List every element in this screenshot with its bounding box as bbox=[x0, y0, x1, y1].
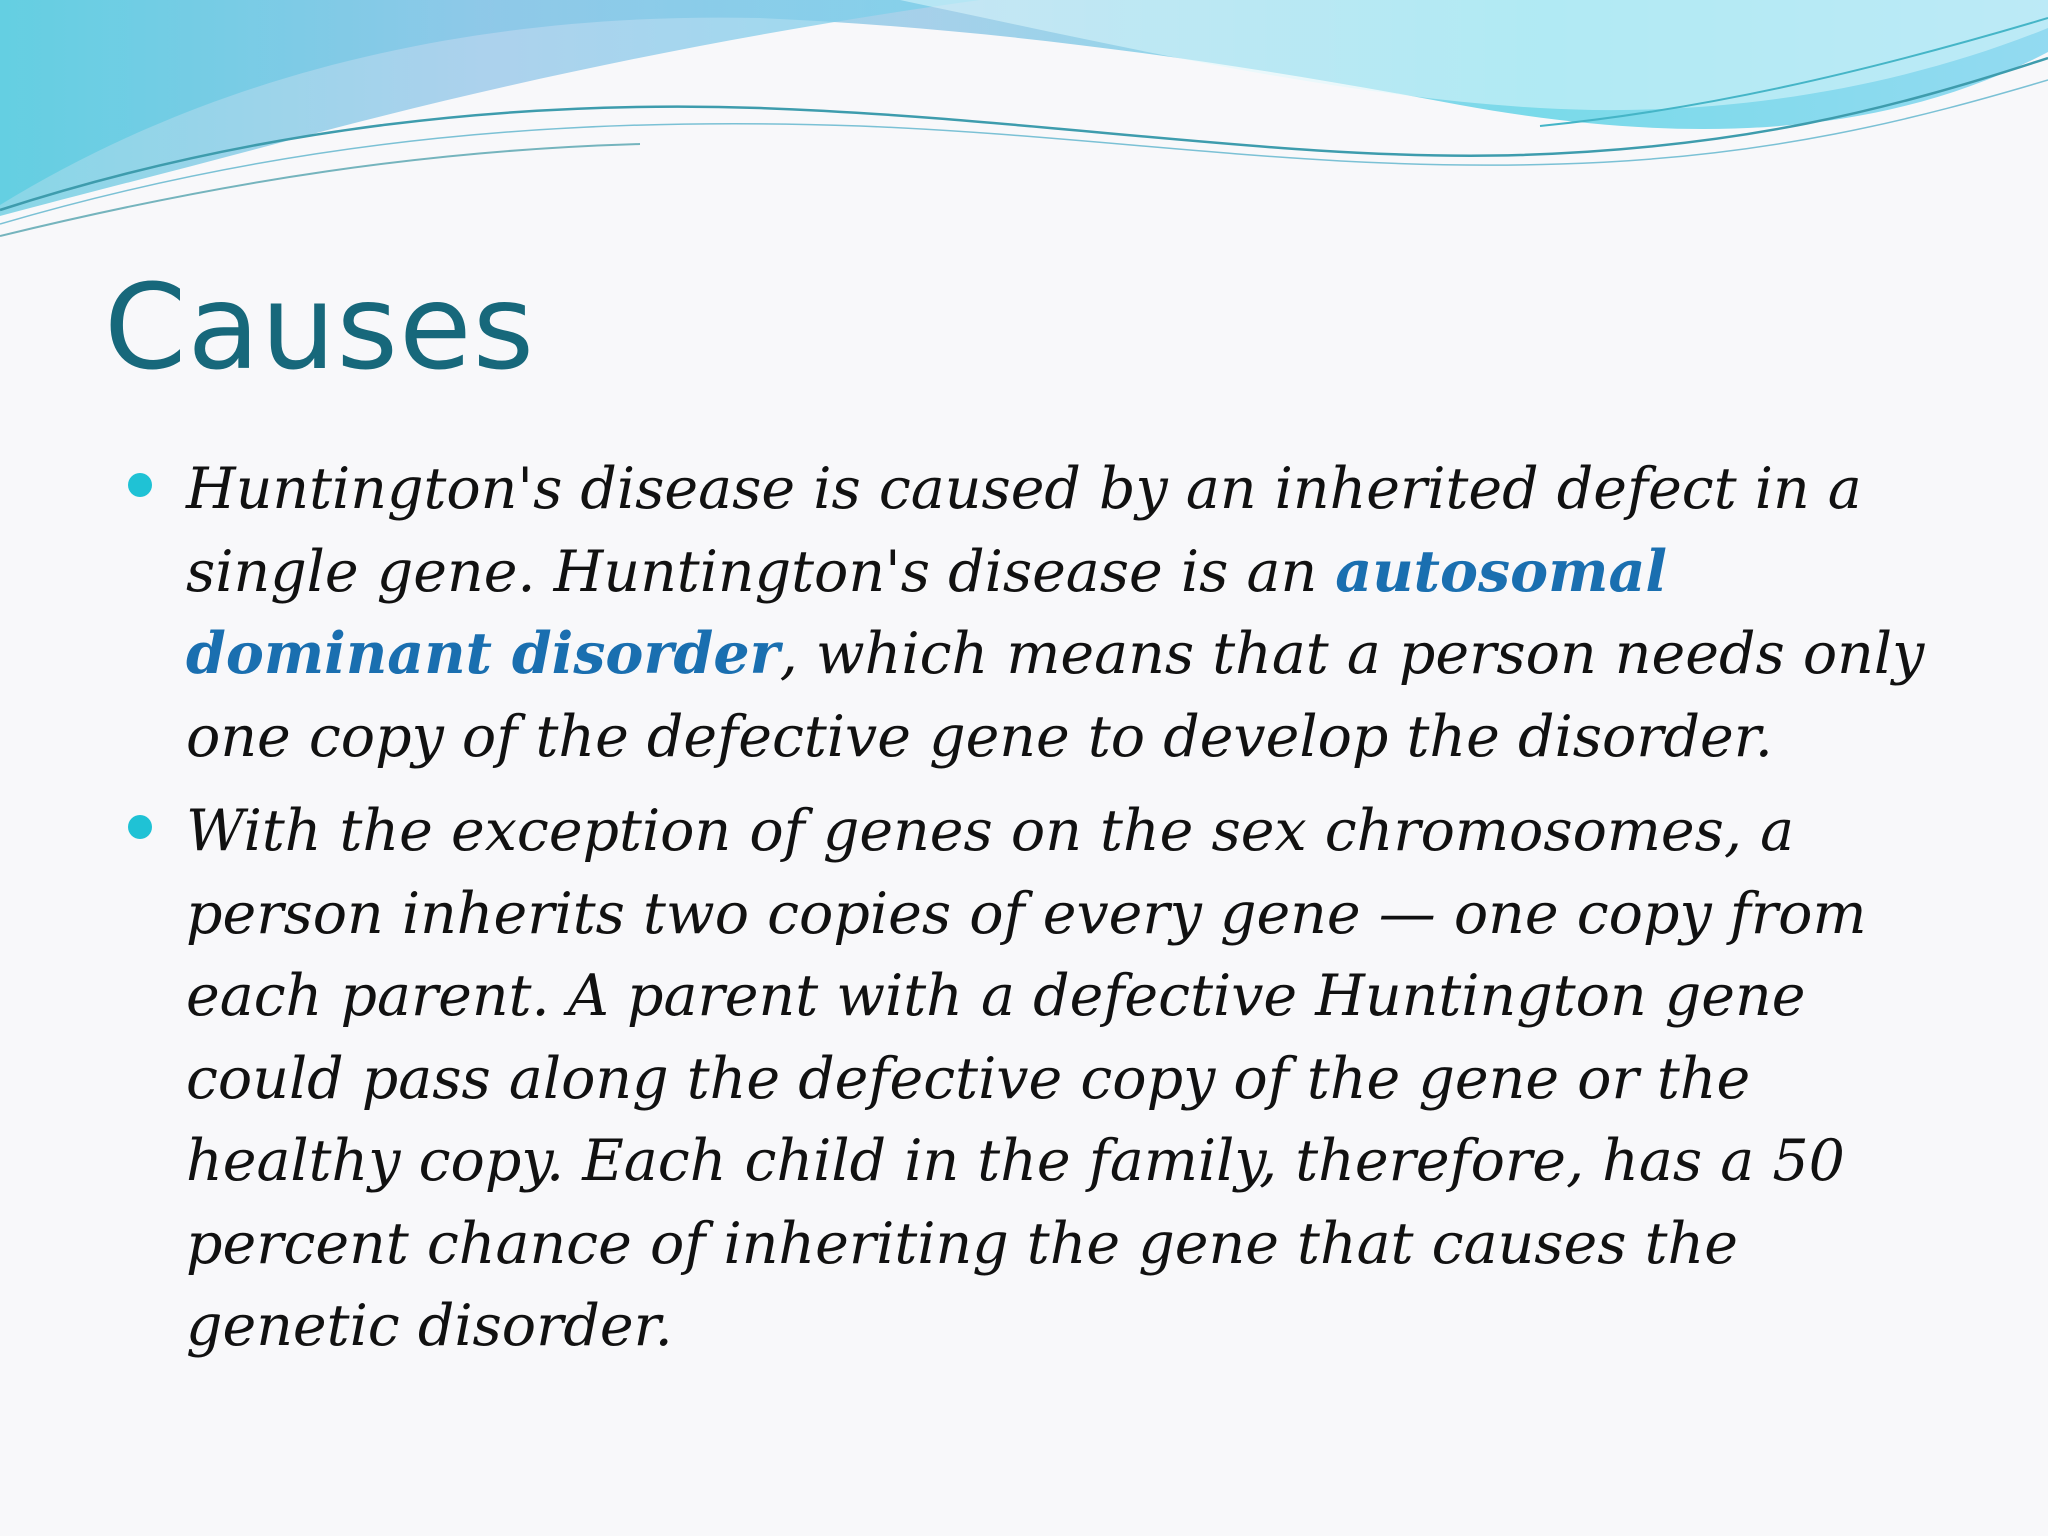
bullet-list bbox=[128, 448, 1928, 1368]
bullet-item-inheritance-cause bbox=[128, 448, 1928, 778]
bullet-text-intro: Huntington's disease is caused by an inherited defect in a single gene. Huntington's disease is an bbox=[186, 456, 1862, 605]
header-wave-decoration bbox=[0, 0, 2048, 240]
bullet-dot-icon bbox=[128, 473, 152, 497]
bullet-dot-icon bbox=[128, 815, 152, 839]
autosomal-dominant-term: autosomal dominant disorder bbox=[186, 537, 1668, 687]
bullet-item-gene-copies bbox=[128, 790, 1928, 1368]
slide-title: Causes bbox=[104, 258, 536, 396]
bullet-text-conclusion: , which means that a person needs only one copy of the defective gene to develop the disorder. bbox=[186, 621, 1925, 770]
bullet-text-gene-copies: With the exception of genes on the sex chromosomes, a person inherits two copies of every gene — one copy from each parent. A parent with a defective Huntington gene could pass along the defective copy of the gene or the healthy copy. Each child in the family, therefore, has a 50 percent chance of inheriting the gene that causes the genetic disorder. bbox=[186, 798, 1867, 1359]
